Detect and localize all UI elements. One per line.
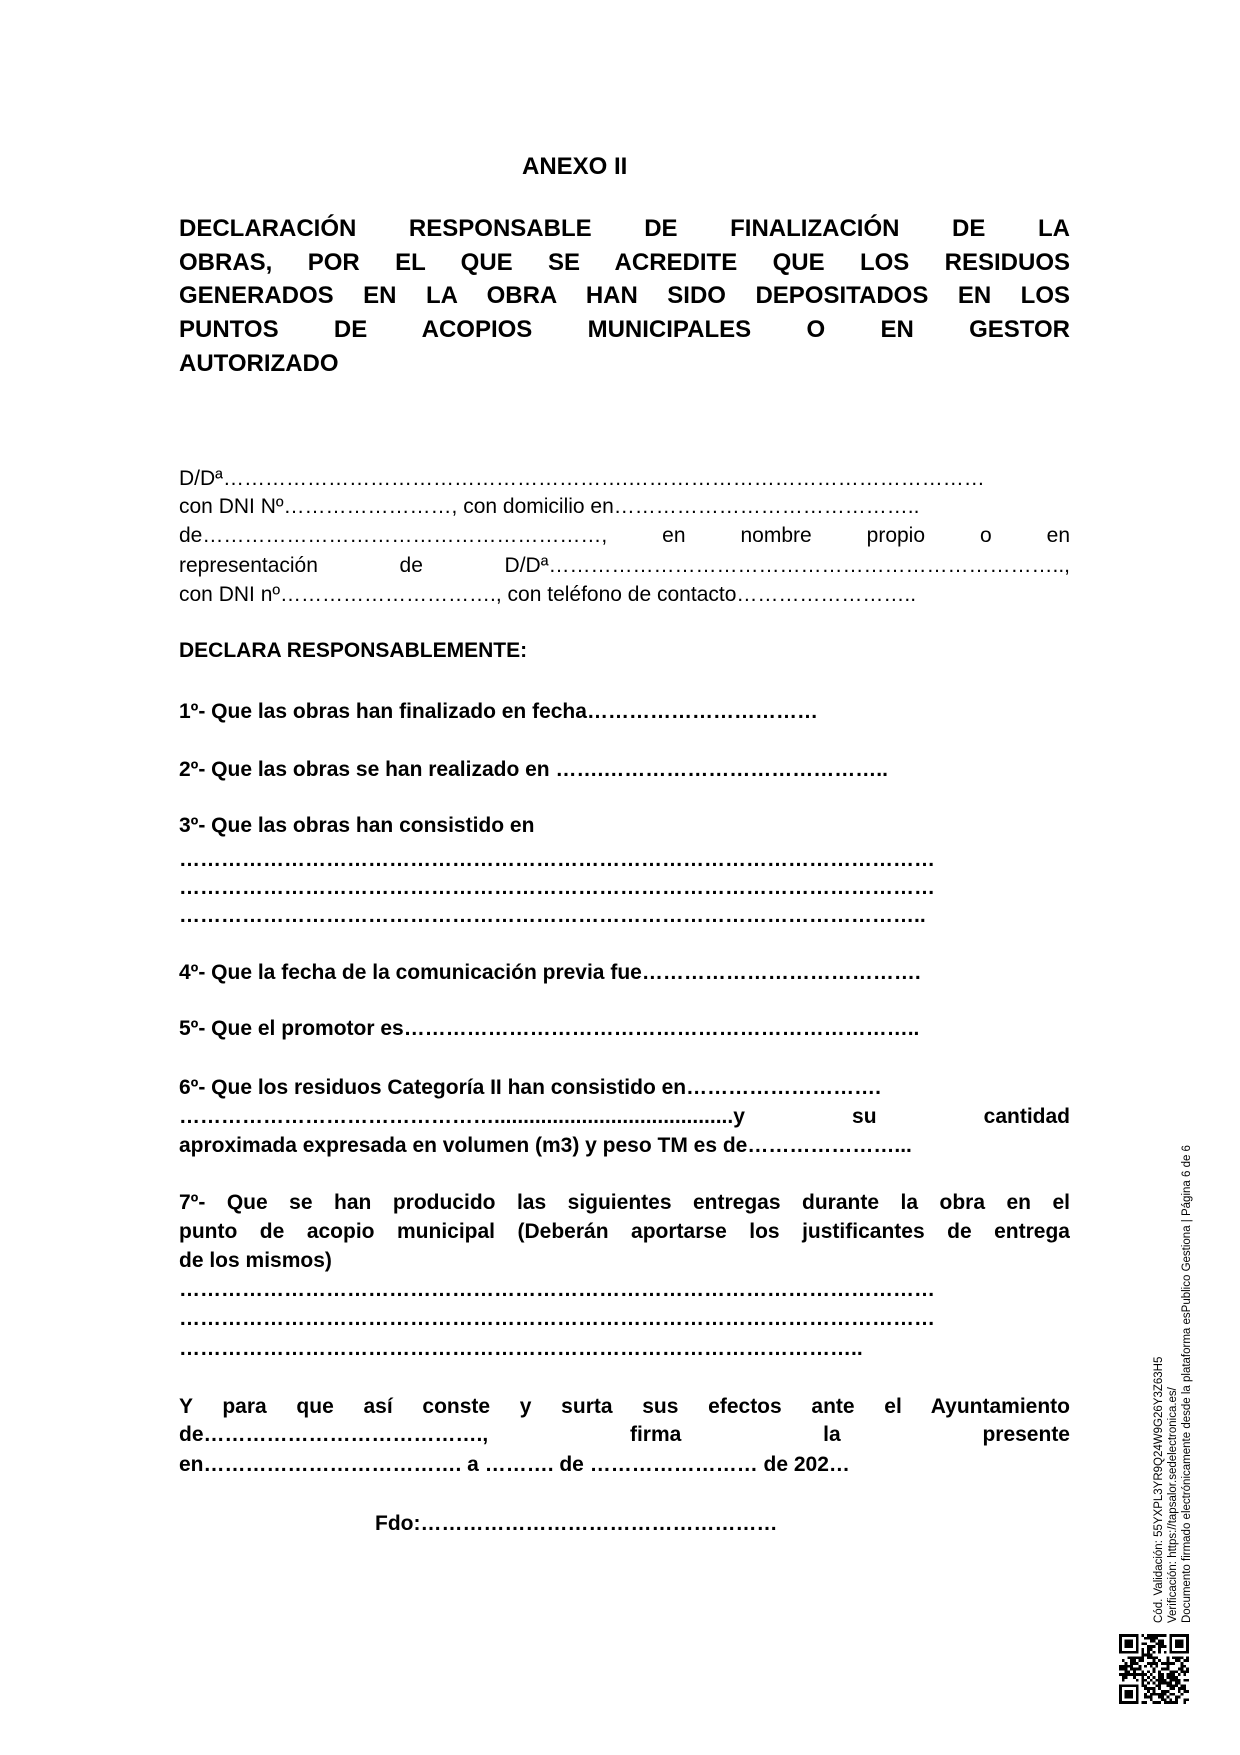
closing-line: en………………………………. a ………. de …………………… de 202…: [179, 1453, 850, 1476]
signature-line: Fdo:……………………………………………: [375, 1512, 778, 1535]
statement-3-title: 3º- Que las obras han consistido en: [179, 814, 535, 837]
statement-6-line: ……………………………………….........................................y su cantidad: [179, 1105, 1070, 1128]
statement-3-blank-line: ………………………………………………………………………………………………: [179, 848, 935, 871]
verification-url-text: Verificación: https://tapsalor.sedelectronica.es/: [1167, 1387, 1179, 1623]
declarant-locality-line: de…………………………………………………, en nombre propio o en: [179, 524, 1070, 547]
statement-3-blank-line: ………………………………………………………………………………………………: [179, 876, 935, 899]
statement-7-blank-line: ………………………………………………………………………………………………: [179, 1278, 935, 1301]
heading-line: AUTORIZADO: [179, 350, 339, 377]
statement-7-blank-line: ……………………………………………………………………………………..: [179, 1337, 863, 1360]
heading-line: GENERADOS EN LA OBRA HAN SIDO DEPOSITADOS EN LOS: [179, 282, 1070, 309]
declarant-dni-address-line: con DNI Nº……………………, con domicilio en……………………………………..: [179, 495, 920, 518]
statement-2: 2º- Que las obras se han realizado en …….…………………………………..: [179, 758, 888, 781]
statement-6-line: 6º- Que los residuos Categoría II han consistido en……………………….: [179, 1076, 881, 1099]
heading-line: DECLARACIÓN RESPONSABLE DE FINALIZACIÓN DE LA: [179, 215, 1070, 242]
qr-code: [1119, 1634, 1189, 1704]
declara-heading: DECLARA RESPONSABLEMENTE:: [179, 639, 528, 662]
statement-7-line: punto de acopio municipal (Deberán aportarse los justificantes de entrega: [179, 1220, 1070, 1243]
statement-5: 5º- Que el promotor es………………………………………………………………..: [179, 1017, 920, 1040]
representative-dni-phone-line: con DNI nº…………………………., con teléfono de contacto……………………..: [179, 583, 917, 606]
declarant-name-line: D/Dª………………………………………………….……………………………………………: [179, 467, 985, 490]
statement-1: 1º- Que las obras han finalizado en fecha……………………………: [179, 700, 818, 723]
signature-platform-text: Documento firmado electrónicamente desde la plataforma esPublico Gestiona | Página 6 de 6: [1181, 1145, 1193, 1623]
statement-7-line: 7º- Que se han producido las siguientes entregas durante la obra en el: [179, 1191, 1070, 1214]
statement-7-blank-line: ………………………………………………………………………………………………: [179, 1307, 935, 1330]
statement-4: 4º- Que la fecha de la comunicación previa fue………………………………….: [179, 961, 921, 984]
statement-7-line: de los mismos): [179, 1249, 332, 1272]
closing-line: Y para que así conste y surta sus efectos ante el Ayuntamiento: [179, 1395, 1070, 1418]
annex-title: ANEXO II: [522, 153, 628, 180]
heading-line: OBRAS, POR EL QUE SE ACREDITE QUE LOS RESIDUOS: [179, 249, 1070, 276]
statement-6-line: aproximada expresada en volumen (m3) y peso TM es de…………………...: [179, 1134, 912, 1157]
validation-code-text: Cód. Validación: 55YXPL3YR9Q24W9G26Y3Z63H5: [1153, 1356, 1165, 1623]
heading-line: PUNTOS DE ACOPIOS MUNICIPALES O EN GESTOR: [179, 316, 1070, 343]
closing-line: de…………………………………., firma la presente: [179, 1423, 1070, 1446]
verification-sidebar: [1152, 1083, 1196, 1623]
representation-line: representación de D/Dª………………………………………………………………..,: [179, 554, 1070, 577]
statement-3-blank-line: ……………………………………………………………………………………………..: [179, 904, 926, 927]
